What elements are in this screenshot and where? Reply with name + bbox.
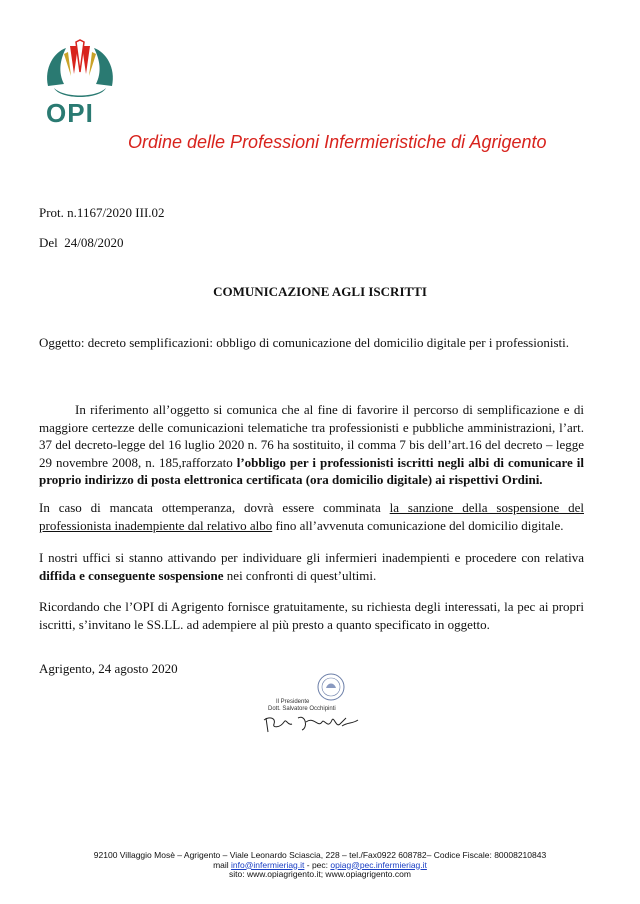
footer-pec-label: - pec: (304, 859, 331, 870)
document-date: Del 24/08/2020 (39, 235, 124, 250)
paragraph-3 (39, 549, 584, 584)
footer-mail-label: mail (213, 859, 232, 870)
place-date: Agrigento, 24 agosto 2020 (39, 661, 178, 676)
paragraph-2-end: fino all’avvenuta comunicazione del domicilio digitale. (272, 517, 564, 533)
protocol-number: Prot. n.1167/2020 III.02 (39, 205, 165, 220)
signature-block (262, 672, 382, 742)
paragraph-2-underline: la sanzione della sospensione del professionista inadempiente dal relativo albo (39, 500, 584, 533)
paragraph-1-text: In riferimento all’oggetto si comunica che al fine di favorire il percorso di semplificazione e di maggiore certezze delle comunicazioni telematiche tra professionisti e pubbliche amministrazioni, l’art. 37 del decreto-legge del 16 luglio 2020 n. 76 ha sostituito, il comma 7 bis dell’art.16 del decreto – legge 29 novembre 2008, n. 185,rafforzato (39, 402, 584, 470)
document-heading: COMUNICAZIONE AGLI ISCRITTI (213, 284, 427, 299)
paragraph-2-start: In caso di mancata ottemperanza, dovrà essere comminata (39, 500, 390, 515)
org-title: Ordine delle Professioni Infermieristiche di Agrigento (128, 132, 547, 152)
paragraph-2 (39, 499, 584, 534)
subject-line: Oggetto: decreto semplificazioni: obbligo di comunicazione del domicilio digitale per i professionisti. (39, 335, 569, 350)
logo-text: OPI (46, 98, 94, 128)
paragraph-1-bold: l’obbligo per i professionisti iscritti negli albi di comunicare il proprio indirizzo di posta elettronica certificata (ora domicilio digitale) ai rispettivi Ordini. (39, 454, 585, 487)
paragraph-3-start: I nostri uffici si stanno attivando per individuare gli infermieri inadempienti e procedere con relativa (39, 550, 584, 565)
paragraph-3-end: nei confronti di quest’ultimi. (223, 567, 377, 583)
handwritten-signature-icon (262, 710, 362, 736)
paragraph-1 (39, 401, 584, 489)
paragraph-3-bold: diffida e conseguente sospensione (39, 567, 224, 583)
seal-icon (316, 672, 346, 702)
footer-site: sito: www.opiagrigento.it; www.opiagrigento.com (229, 869, 411, 879)
signature-title: Il Presidente (276, 699, 310, 705)
paragraph-4: Ricordando che l’OPI di Agrigento fornisce gratuitamente, su richiesta degli interessati, la pec ai propri iscritti, s’invitano le SS.LL. ad adempiere al più presto a quanto specificato in oggetto. (39, 599, 584, 632)
footer-pec-link[interactable]: opiag@pec.infermieriag.it (330, 859, 427, 870)
footer (0, 851, 640, 880)
footer-mail-link[interactable]: info@infermieriag.it (231, 859, 305, 870)
signature-name: Dott. Salvatore Occhipinti (268, 706, 336, 712)
footer-address: 92100 Villaggio Mosè – Agrigento – Viale Leonardo Sciascia, 228 – tel./Fax0922 608782– Codice Fiscale: 80008210843 (93, 850, 547, 860)
